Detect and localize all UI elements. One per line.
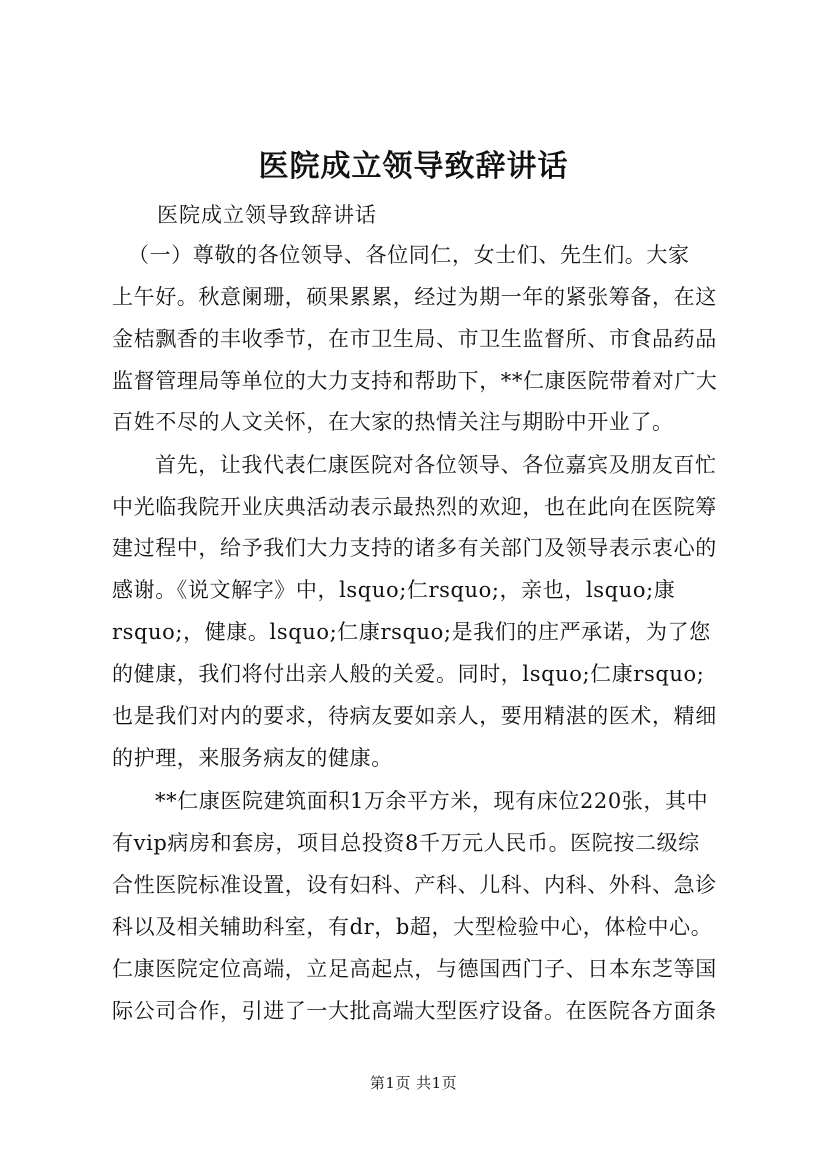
text-line: rsquo;，健康。lsquo;仁康rsquo;是我们的庄严承诺，为了您 xyxy=(112,620,711,644)
text-line: 的护理，来服务病友的健康。 xyxy=(112,746,393,770)
text-line: 感谢。《说文解字》中，lsquo;仁rsquo;，亲也，lsquo;康 xyxy=(112,578,676,602)
text-line: 监督管理局等单位的大力支持和帮助下，**仁康医院带着对广大 xyxy=(112,369,718,393)
text-line: 科以及相关辅助科室，有dr，b超，大型检验中心，体检中心。 xyxy=(112,915,713,939)
text-line: 百姓不尽的人文关怀，在大家的热情关注与期盼中开业了。 xyxy=(112,410,674,434)
text-line: 也是我们对内的要求，待病友要如亲人，要用精湛的医术，精细 xyxy=(112,704,717,728)
page-footer: 第1页 共1页 xyxy=(369,1074,458,1092)
document-subtitle: 医院成立领导致辞讲话 xyxy=(157,203,377,227)
text-line: 仁康医院定位高端，立足高起点，与德国西门子、日本东芝等国 xyxy=(112,957,717,981)
text-line: 际公司合作，引进了一大批高端大型医疗设备。在医院各方面条 xyxy=(112,999,717,1023)
text-line: 首先，让我代表仁康医院对各位领导、各位嘉宾及朋友百忙 xyxy=(155,453,717,477)
text-line: 金桔飘香的丰收季节，在市卫生局、市卫生监督所、市食品药品 xyxy=(112,327,717,351)
text-line: 建过程中，给予我们大力支持的诸多有关部门及领导表示衷心的 xyxy=(112,536,717,560)
text-line: 的健康，我们将付出亲人般的关爱。同时，lsquo;仁康rsquo; xyxy=(112,662,705,686)
text-line: **仁康医院建筑面积1万余平方米，现有床位220张，其中 xyxy=(155,789,709,813)
text-line: （一）尊敬的各位领导、各位同仁，女士们、先生们。大家 xyxy=(128,243,690,267)
text-line: 中光临我院开业庆典活动表示最热烈的欢迎，也在此向在医院筹 xyxy=(112,495,717,519)
text-line: 有vip病房和套房，项目总投资8千万元人民币。医院按二级综 xyxy=(112,831,700,855)
document-title: 医院成立领导致辞讲话 xyxy=(258,149,569,184)
text-line: 合性医院标准设置，设有妇科、产科、儿科、内科、外科、急诊 xyxy=(112,873,717,897)
text-line: 上午好。秋意阑珊，硕果累累，经过为期一年的紧张筹备，在这 xyxy=(112,285,717,309)
